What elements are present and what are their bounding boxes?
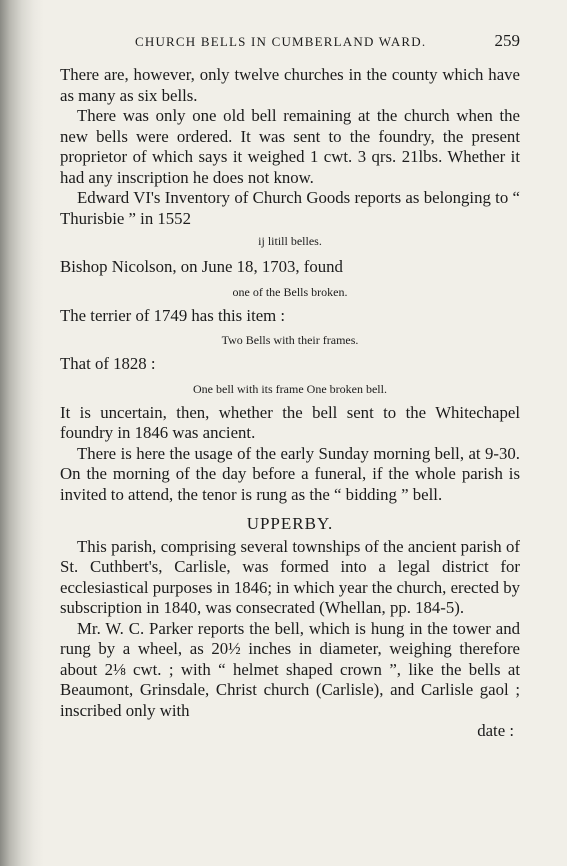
- quotation: One bell with its frame One broken bell.: [193, 381, 387, 396]
- quotation: ij litill belles.: [258, 234, 322, 248]
- paragraph: This parish, comprising several townships of the ancient parish of St. Cuthbert's, Carlisle, was formed into a legal district for ecclesiastical purposes in 1846; in which year the church, erected by subscription in 1840, was consecrated (Whellan, pp. 184-5).: [60, 536, 520, 617]
- page-body: [60, 65, 520, 742]
- paragraph: Bishop Nicolson, on June 18, 1703, found: [60, 257, 343, 276]
- running-title: CHURCH BELLS IN CUMBERLAND WARD.: [135, 34, 427, 49]
- paragraph: It is uncertain, then, whether the bell sent to the Whitechapel foundry in 1846 was ancient.: [60, 402, 520, 442]
- quotation: one of the Bells broken.: [232, 284, 348, 299]
- paragraph: Edward VI's Inventory of Church Goods reports as belonging to “ Thurisbie ” in 1552: [60, 188, 520, 228]
- paragraph: There was only one old bell remaining at the church when the new bells were ordered. It was sent to the foundry, the present proprietor of which says it weighed 1 cwt. 3 qrs. 21lbs. Whether it had any inscription he does not know.: [60, 106, 520, 187]
- paragraph: The terrier of 1749 has this item :: [60, 305, 286, 325]
- page-number: 259: [494, 31, 520, 50]
- quotation: Two Bells with their frames.: [221, 333, 359, 347]
- book-spine-shadow: [0, 0, 44, 866]
- paragraph: There is here the usage of the early Sunday morning bell, at 9-30. On the morning of the day before a funeral, if the whole parish is invited to attend, the tenor is rung as the “ bidding ” bell.: [60, 443, 520, 504]
- paragraph: Mr. W. C. Parker reports the bell, which is hung in the tower and rung by a wheel, as 20½ inches in diameter, weighing therefore about 2⅛ cwt. ; with “ helmet shaped crown ”, like the bells at Beaumont, Grinsdale, Christ church (Carlisle), and Carlisle gaol ; inscribed only with: [60, 618, 520, 720]
- paragraph: There are, however, only twelve churches in the county which have as many as six bells.: [60, 65, 520, 105]
- section-heading: UPPERBY.: [246, 514, 334, 533]
- paragraph-continuation: date :: [477, 721, 514, 740]
- paragraph: That of 1828 :: [60, 354, 156, 373]
